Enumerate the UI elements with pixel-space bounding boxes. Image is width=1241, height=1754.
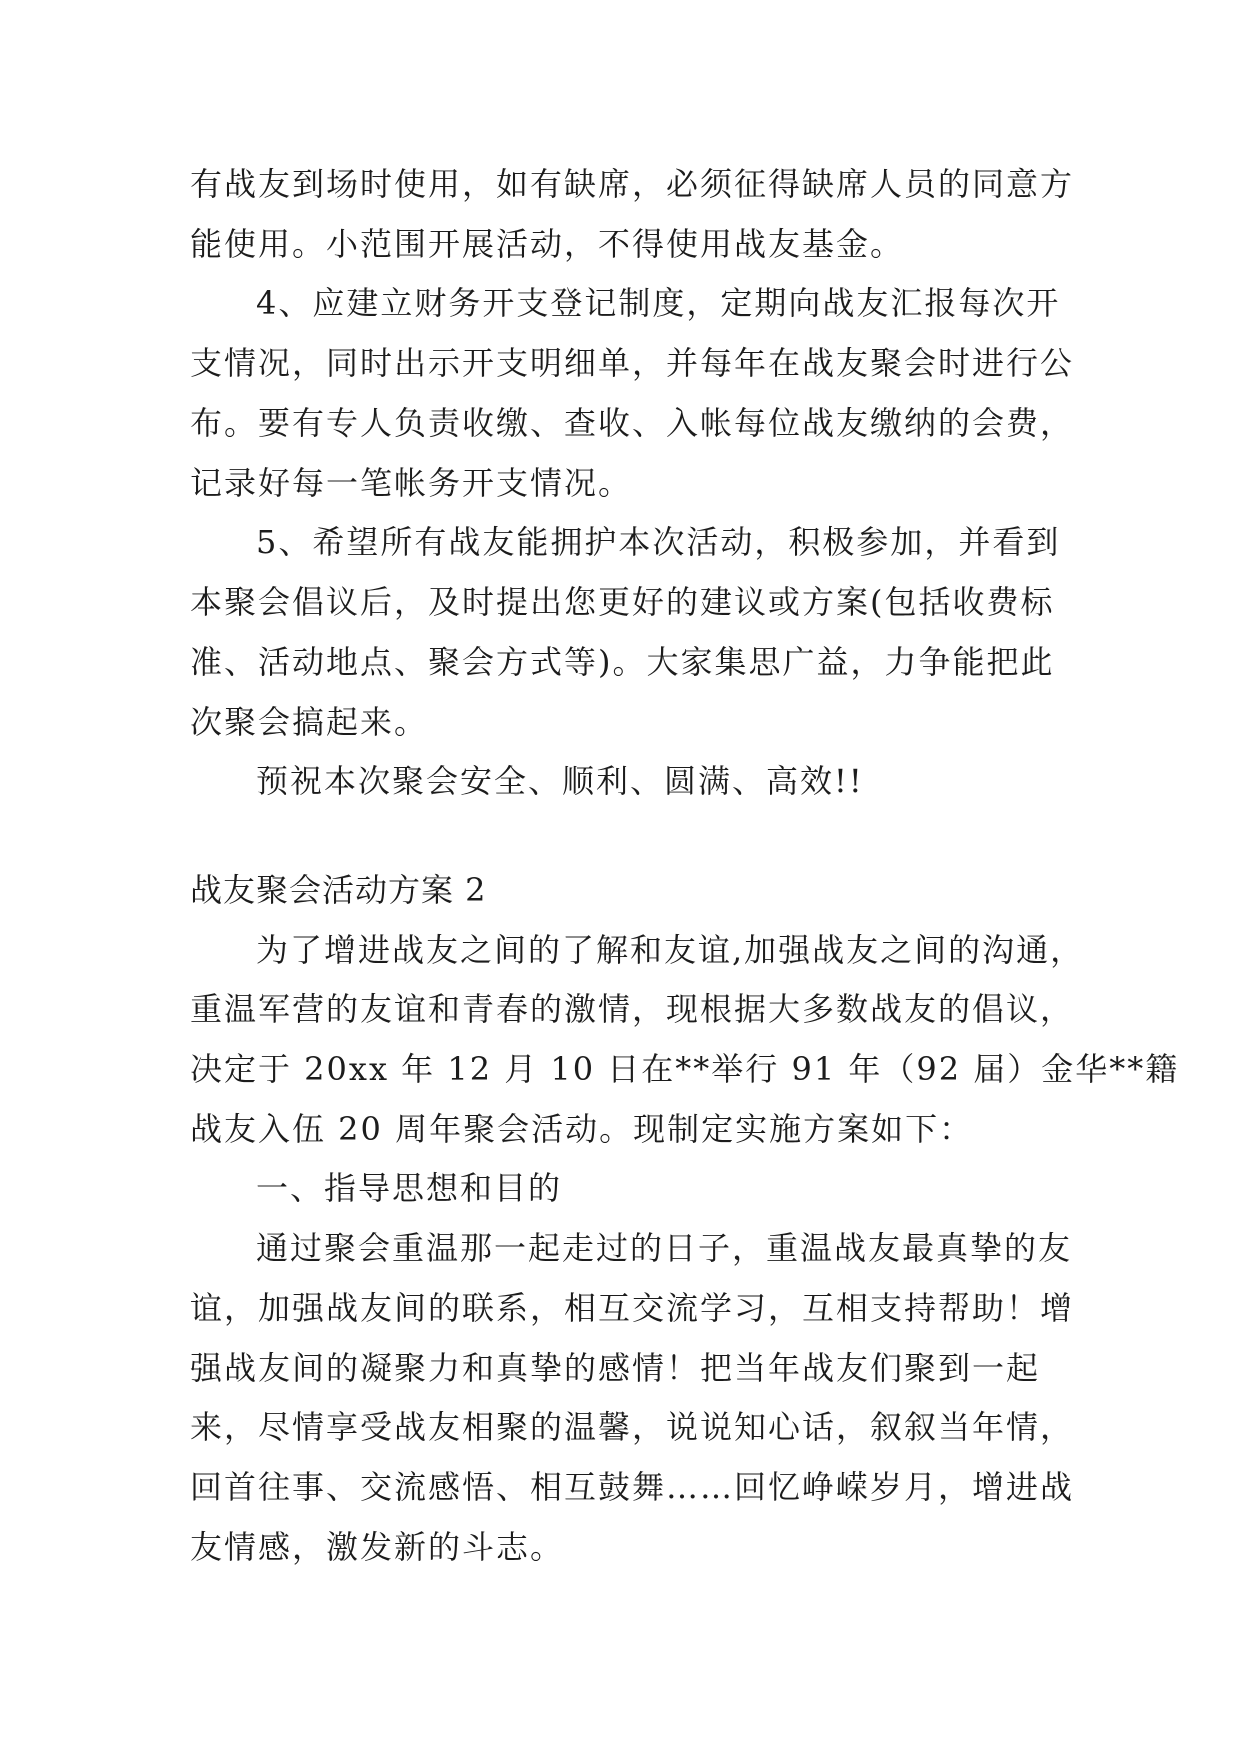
paragraph-line: 记录好每一笔帐务开支情况。 (190, 464, 633, 502)
paragraph-line: 本聚会倡议后，及时提出您更好的建议或方案(包括收费标 (190, 583, 1055, 621)
paragraph-line: 能使用。小范围开展活动，不得使用战友基金。 (190, 225, 905, 263)
paragraph-line: 重温军营的友谊和青春的激情，现根据大多数战友的倡议， (190, 990, 1075, 1028)
paragraph-line: 5、希望所有战友能拥护本次活动，积极参加，并看到 (256, 523, 1061, 561)
paragraph-line: 准、活动地点、聚会方式等)。大家集思广益，力争能把此 (190, 643, 1055, 681)
paragraph-line: 有战友到场时使用，如有缺席，必须征得缺席人员的同意方 (190, 165, 1075, 203)
paragraph-line: 战友入伍 20 周年聚会活动。现制定实施方案如下： (190, 1110, 974, 1148)
paragraph-line: 次聚会搞起来。 (190, 703, 429, 741)
paragraph-line: 友情感，激发新的斗志。 (190, 1528, 565, 1566)
section-heading: 战友聚会活动方案 2 (190, 871, 487, 909)
paragraph-line: 4、应建立财务开支登记制度，定期向战友汇报每次开 (256, 284, 1061, 322)
paragraph-line: 谊，加强战友间的联系，相互交流学习，互相支持帮助！增 (190, 1289, 1075, 1327)
paragraph-line: 回首往事、交流感悟、相互鼓舞……回忆峥嵘岁月，增进战 (190, 1468, 1075, 1506)
paragraph-line: 决定于 20xx 年 12 月 10 日在**举行 91 年（92 届）金华**籍 (190, 1050, 1180, 1088)
paragraph-line: 为了增进战友之间的了解和友谊,加强战友之间的沟通， (256, 931, 1085, 969)
paragraph-line: 通过聚会重温那一起走过的日子，重温战友最真挚的友 (256, 1229, 1073, 1267)
paragraph-line: 布。要有专人负责收缴、查收、入帐每位战友缴纳的会费， (190, 404, 1075, 442)
paragraph-line: 预祝本次聚会安全、顺利、圆满、高效!! (256, 762, 864, 800)
paragraph-line: 强战友间的凝聚力和真挚的感情！把当年战友们聚到一起 (190, 1349, 1041, 1387)
subsection-heading: 一、指导思想和目的 (256, 1169, 563, 1207)
paragraph-line: 来，尽情享受战友相聚的温馨，说说知心话，叙叙当年情， (190, 1408, 1075, 1446)
paragraph-line: 支情况，同时出示开支明细单，并每年在战友聚会时进行公 (190, 344, 1075, 382)
